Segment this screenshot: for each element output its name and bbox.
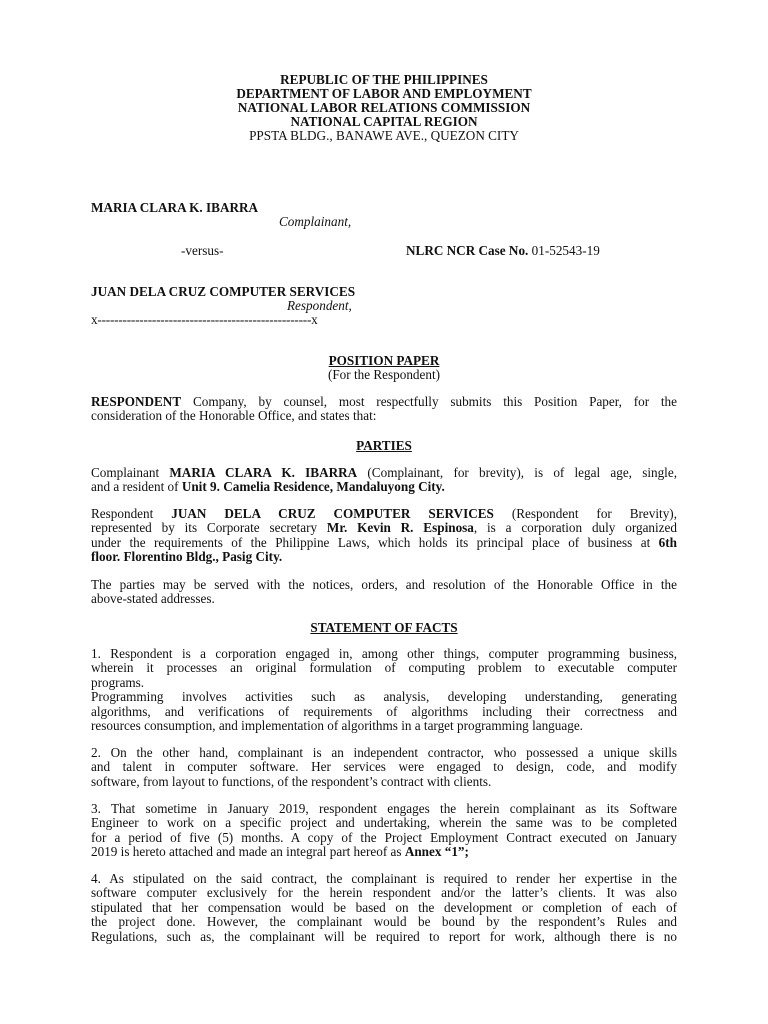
- annex-reference: Annex “1”;: [404, 844, 469, 860]
- complainant-role: Complainant,: [279, 214, 352, 229]
- fact-1-line-4: Programming involves activities such as analysis, developing understanding, generating: [91, 689, 677, 705]
- intro-text-2: consideration of the Honorable Office, and states that:: [91, 408, 377, 424]
- header-region: NATIONAL CAPITAL REGION: [290, 114, 478, 129]
- fact-4-line-4: the project done. However, the complainant would be bound by the respondent’s Rules and: [91, 914, 677, 930]
- p2-text-d: represented by its Corporate secretary: [91, 520, 327, 536]
- fact-3-line-1: 3. That sometime in January 2019, respondent engages the herein complainant as its Software: [91, 801, 677, 816]
- intro-lead: RESPONDENT: [91, 394, 182, 409]
- fact-2: [91, 746, 677, 789]
- p2-secretary-name: Mr. Kevin R. Espinosa: [326, 520, 474, 536]
- caption-separator: x---------------------------------------------------x: [91, 312, 318, 327]
- parties-paragraph-2: [91, 507, 677, 565]
- respondent-role: Respondent,: [287, 298, 352, 313]
- fact-1-line-2: wherein it processes an original formulation of computing problem to executable computer: [91, 660, 677, 676]
- p2-text-c: (Respondent for Brevity),: [493, 506, 677, 521]
- case-number-line: [406, 243, 600, 258]
- document-title: POSITION PAPER: [328, 353, 440, 368]
- fact-3-line-3: for a period of five (5) months. A copy of the Project Employment Contract executed on January: [91, 829, 677, 845]
- header-department: DEPARTMENT OF LABOR AND EMPLOYMENT: [236, 86, 532, 101]
- header-commission: NATIONAL LABOR RELATIONS COMMISSION: [237, 100, 531, 115]
- fact-2-line-2: and talent in computer software. Her services were engaged to design, code, and modify: [91, 759, 677, 775]
- fact-2-line-3: software, from layout to functions, of the respondent’s contract with clients.: [91, 773, 492, 789]
- p1-text-d: and a resident of: [91, 479, 182, 495]
- header-republic: REPUBLIC OF THE PHILIPPINES: [280, 72, 488, 87]
- fact-2-line-1: 2. On the other hand, complainant is an independent contractor, who possessed a unique skills: [91, 745, 677, 760]
- header-address: PPSTA BLDG., BANAWE AVE., QUEZON CITY: [249, 128, 519, 143]
- fact-1: [91, 647, 677, 733]
- p1-text-a: Complainant: [91, 465, 170, 480]
- fact-4: [91, 872, 677, 944]
- p2-text-a: Respondent: [91, 506, 172, 521]
- versus-label: -versus-: [181, 243, 224, 258]
- p2-business-address: floor. Florentino Bldg., Pasig City.: [91, 549, 283, 565]
- case-number-label: NLRC NCR Case No.: [406, 243, 529, 258]
- document-subtitle: (For the Respondent): [327, 367, 441, 382]
- respondent-name: JUAN DELA CRUZ COMPUTER SERVICES: [91, 284, 356, 299]
- fact-4-line-3: stipulated that her compensation would be based on the development or completion of each of: [91, 899, 677, 915]
- p1-address: Unit 9. Camelia Residence, Mandaluyong City.: [181, 479, 445, 495]
- fact-3-line-4: 2019 is hereto attached and made an integral part hereof as: [91, 844, 405, 860]
- parties-paragraph-3: [91, 578, 677, 607]
- p1-text-c: (Complainant, for brevity), is of legal age, single,: [357, 465, 677, 480]
- parties-paragraph-1: [91, 466, 677, 495]
- intro-text-1: Company, by counsel, most respectfully submits this Position Paper, for the: [181, 394, 677, 409]
- p2-respondent-name: JUAN DELA CRUZ COMPUTER SERVICES: [171, 506, 494, 521]
- fact-1-line-3: programs.: [91, 674, 145, 690]
- fact-4-line-2: software computer exclusively for the herein respondent and/or the latter’s clients. It was also: [91, 885, 677, 901]
- complainant-name: MARIA CLARA K. IBARRA: [91, 200, 259, 215]
- fact-4-line-1: 4. As stipulated on the said contract, the complainant is required to render her expertise in the: [91, 871, 677, 886]
- fact-1-line-6: resources consumption, and implementation of algorithms in a target programming language.: [91, 718, 583, 734]
- fact-3-line-2: Engineer to work on a specific project and undertaking, wherein the same was to be completed: [91, 815, 677, 831]
- p2-text-g: under the requirements of the Philippine Laws, which holds its principal place of business at: [91, 534, 659, 550]
- fact-3: [91, 802, 677, 860]
- parties-heading: PARTIES: [356, 438, 412, 453]
- p2-text-f: , is a corporation duly organized: [473, 520, 677, 536]
- intro-paragraph: [91, 395, 677, 424]
- p3-line-2: above-stated addresses.: [91, 591, 215, 607]
- fact-1-line-1: 1. Respondent is a corporation engaged in, among other things, computer programming business,: [91, 646, 677, 661]
- p1-complainant-name: MARIA CLARA K. IBARRA: [169, 465, 358, 480]
- facts-heading: STATEMENT OF FACTS: [310, 620, 458, 635]
- fact-1-line-5: algorithms, and verifications of requirements of algorithms including their correctness and: [91, 703, 677, 719]
- case-number-value: 01-52543-19: [531, 243, 600, 258]
- fact-4-line-5: Regulations, such as, the complainant will be required to report for work, although there is no: [91, 928, 677, 944]
- p3-line-1: The parties may be served with the notices, orders, and resolution of the Honorable Office in the: [91, 577, 677, 592]
- p2-floor: 6th: [658, 534, 677, 550]
